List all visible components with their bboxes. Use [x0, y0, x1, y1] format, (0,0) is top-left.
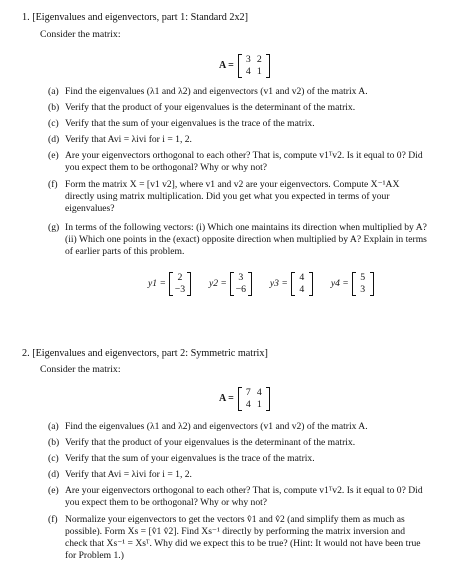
- item-text-line: Find the eigenvalues (λ1 and λ2) and eigenvectors (v1 and v2) of the matrix A.: [65, 421, 368, 432]
- problem-1-vectors: [148, 272, 468, 296]
- item-text-line: possible). Form Xs = [v̂1 v̂2]. Find Xs⁻¹ directly by performing the matrix inversion and: [65, 525, 406, 537]
- matrix-cell: 3: [245, 54, 251, 65]
- item-text-line: you expect them to be orthogonal? Why or why not?: [65, 161, 268, 173]
- item-text-line: you expect them to be orthogonal? Why or why not?: [65, 496, 268, 508]
- vector-cell: 4: [299, 272, 305, 283]
- item-label: (d): [48, 469, 60, 480]
- item-text-line: Normalize your eigenvectors to get the vectors v̂1 and v̂2 (and simplify them as much as: [65, 514, 405, 525]
- matrix-cell: 1: [256, 399, 262, 410]
- vector-cell: −3: [174, 284, 186, 295]
- item-label: (c): [48, 453, 59, 464]
- problem-1-matrix: [219, 48, 270, 84]
- item-label: (a): [48, 86, 59, 97]
- item-label: (c): [48, 118, 59, 129]
- vector-cell: 2: [177, 272, 183, 283]
- problem-2-consider: Consider the matrix:: [40, 364, 121, 375]
- vector-cell: 3: [238, 272, 244, 283]
- item-label: (b): [48, 437, 60, 448]
- item-text-line: of earlier parts of this problem.: [65, 245, 185, 257]
- vector-label: y4 =: [330, 278, 349, 289]
- item-text-line: Are your eigenvectors orthogonal to each other? That is, compute v1ᵀv2. Is it equal to 0? Did: [65, 150, 423, 161]
- item-text-line: Verify that the product of your eigenvalues is the determinant of the matrix.: [65, 102, 356, 113]
- item-text-line: check that Xs⁻¹ = Xsᵀ. Why did we expect this to be true? (Hint: It would not have been true: [65, 537, 421, 549]
- item-label: (f): [48, 179, 58, 190]
- vector-y4: [331, 272, 374, 296]
- item-label: (e): [48, 150, 59, 161]
- item-text-line: In terms of the following vectors: (i) Which one maintains its direction when multiplied by A?: [65, 222, 427, 233]
- item-label: (a): [48, 421, 59, 432]
- item-text-line: Verify that the sum of your eigenvalues is the trace of the matrix.: [65, 118, 315, 129]
- problem-1-consider: Consider the matrix:: [40, 29, 121, 40]
- matrix-cell: 7: [245, 387, 251, 398]
- item-text-line: for Problem 1.): [65, 549, 124, 561]
- problem-2-matrix: [219, 381, 270, 417]
- item-text-line: (ii) Which one points in the (exact) opposite direction when multiplied by A? Explain in terms: [65, 233, 427, 245]
- vector-cell: 4: [299, 284, 305, 295]
- vector-label: y2 =: [208, 278, 227, 289]
- matrix-cell: 1: [256, 66, 262, 77]
- item-text-line: directly using matrix multiplication. Did you get what you expected in terms of your: [65, 190, 390, 202]
- item-text-line: Verify that Avi = λivi for i = 1, 2.: [65, 134, 192, 145]
- matrix-cell: 4: [245, 399, 251, 410]
- problem-2-title: 2. [Eigenvalues and eigenvectors, part 2: Symmetric matrix]: [22, 348, 268, 359]
- item-text-line: Form the matrix X = [v1 v2], where v1 and v2 are your eigenvectors. Compute X⁻¹AX: [65, 179, 400, 190]
- matrix-cell: 4: [256, 387, 262, 398]
- vector-y3: [270, 272, 313, 296]
- vector-label: y3 =: [269, 278, 288, 289]
- matrix-cell: 2: [256, 54, 262, 65]
- vector-cell: 5: [360, 272, 366, 283]
- vector-cell: 3: [360, 284, 366, 295]
- problem-1-matrix-line: [0, 48, 474, 84]
- item-label: (g): [48, 222, 60, 233]
- matrix-cell: 4: [245, 66, 251, 77]
- item-text-line: Verify that Avi = λivi for i = 1, 2.: [65, 469, 192, 480]
- matrix-lhs: A =: [219, 59, 234, 71]
- vector-y2: [209, 272, 252, 296]
- problem-2-matrix-line: [0, 381, 474, 417]
- item-text-line: Verify that the product of your eigenvalues is the determinant of the matrix.: [65, 437, 356, 448]
- item-label: (e): [48, 485, 59, 496]
- item-text-line: Are your eigenvectors orthogonal to each other? That is, compute v1ᵀv2. Is it equal to 0? Did: [65, 485, 423, 496]
- item-text-line: Verify that the sum of your eigenvalues is the trace of the matrix.: [65, 453, 315, 464]
- problem-1-title: 1. [Eigenvalues and eigenvectors, part 1: Standard 2x2]: [22, 12, 249, 23]
- vector-label: y1 =: [148, 278, 166, 289]
- vector-y1: [148, 272, 191, 296]
- item-label: (f): [48, 514, 58, 525]
- item-label: (b): [48, 102, 60, 113]
- item-label: (d): [48, 134, 60, 145]
- vector-cell: −6: [235, 284, 247, 295]
- item-text-line: eigenvalues?: [65, 202, 115, 214]
- matrix-lhs: A =: [219, 392, 234, 404]
- item-text-line: Find the eigenvalues (λ1 and λ2) and eigenvectors (v1 and v2) of the matrix A.: [65, 86, 368, 97]
